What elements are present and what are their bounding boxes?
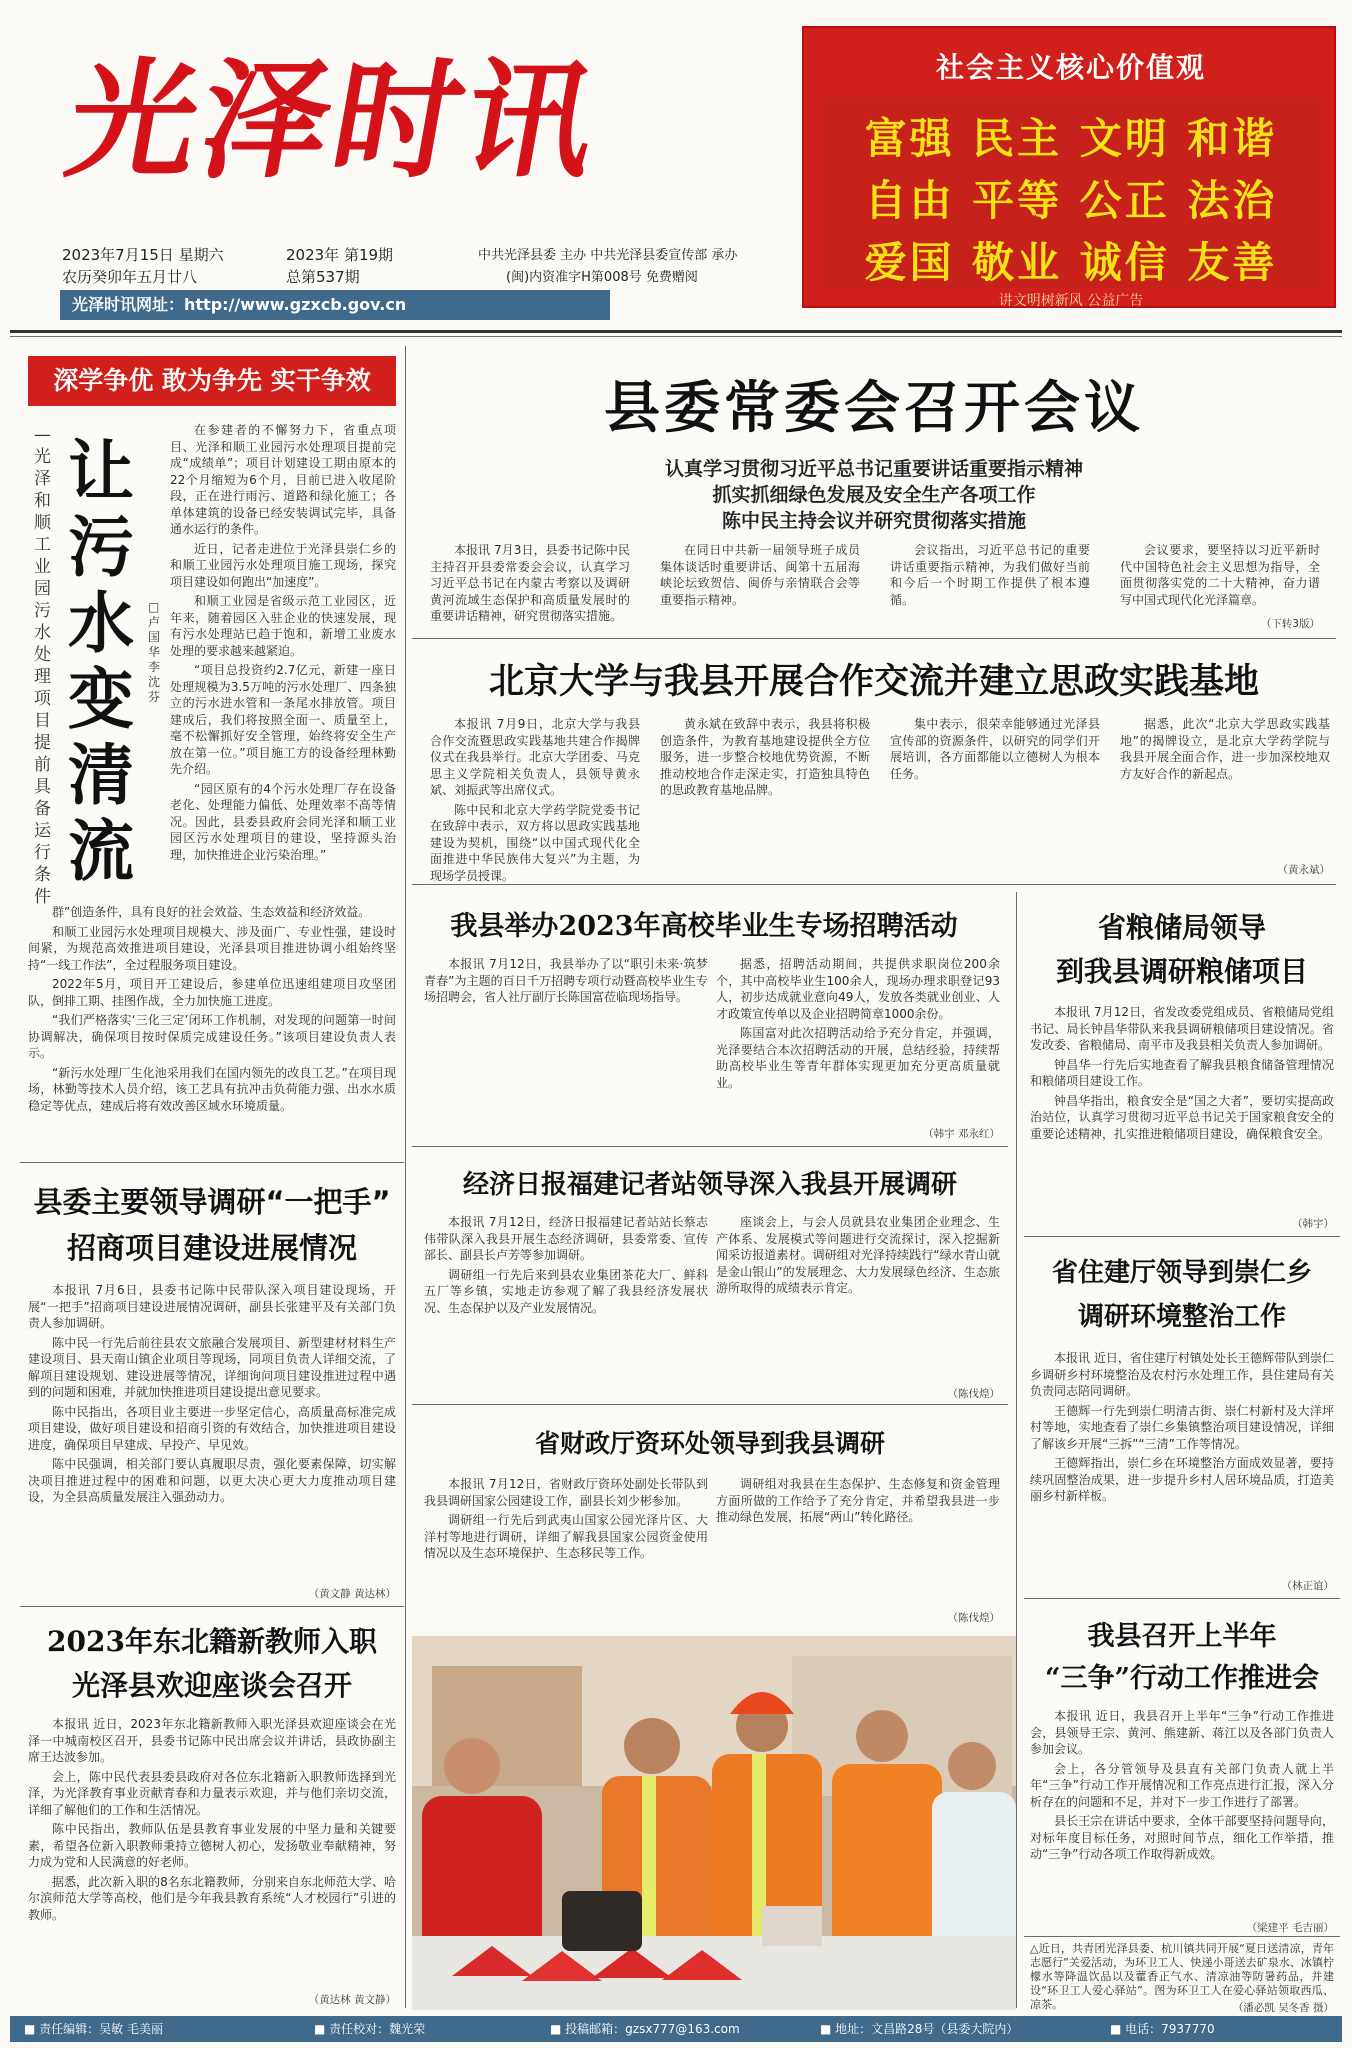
grain-story-headline[interactable]: 省粮储局领导 [1097, 911, 1266, 944]
permit-line: (闽)内资准字H第008号 免费赠阅 [506, 270, 698, 285]
paragraph: 陈国富对此次招聘活动给予充分肯定，并强调，光泽要结合本次招聘活动的开展，总结经验，持续帮助高校毕业生等青年群体实现更加充分更高质量就业。 [716, 1026, 1000, 1090]
invest-story-byline: （黄文静 黄达林） [308, 1588, 396, 1600]
lead-subhead: 抓实抓细绿色发展及安全生产各项工作 [712, 484, 1036, 506]
housing-story-body [1030, 1350, 1334, 1576]
paragraph: 据悉，招聘活动期间，共提供求职岗位200余个，其中高校毕业生100余人，现场办理求职登记93人，初步达成就业意向49人，发放各类就业创业、人才政策宣传单以及企业招聘简章1000余份。 [716, 957, 1000, 1021]
paragraph: 钟昌华一行先后实地查看了解我县粮食储备管理情况和粮储项目建设工作。 [1030, 1057, 1334, 1088]
sanzheng-story-headline[interactable]: 我县召开上半年 [1087, 1621, 1277, 1652]
lead-subhead: 认真学习贯彻习近平总书记重要讲话重要指示精神 [664, 458, 1083, 480]
paragraph: 和顺工业园污水处理项目规模大、涉及面广、专业性强，建设时间紧，为规范高效推进项目建设，光泽县项目推进协调小组始终坚持“一线工作法”，全过程服务项目建设。 [28, 924, 396, 972]
divider [1024, 1936, 1340, 1937]
divider [1024, 1236, 1340, 1237]
paragraph: 陈中民强调，相关部门要认真履职尽责，强化要素保障，切实解决项目推进过程中的困难和问题，以更大决心更大力度推动项目建设，为全县高质量发展注入强劲动力。 [28, 1457, 396, 1504]
paragraph: 陈中民指出，各项目业主要进一步坚定信心，高质量高标准完成项目建设，做好项目建设和招商引资的有效结合，加快推进项目建设进度，确保项目早建成、早投产、早见效。 [28, 1404, 396, 1452]
paragraph: 本报讯 7月12日，省发改委党组成员、省粮储局党组书记、局长钟昌华带队来我县调研粮储项目建设情况。省发改委、省粮储局、南平市及我县相关负责人参加调研。 [1030, 1005, 1334, 1052]
paragraph: 2022年5月，项目开工建设后，参建单位迅速组建项目攻坚团队，倒排工期、挂图作战，全力加快施工进度。 [28, 977, 396, 1008]
column-separator [1016, 892, 1017, 2008]
paragraph: 本报讯 7月12日，我县举办了以“职引未来·筑梦青春”为主题的百日千万招聘专项行动暨高校毕业生专场招聘会，省人社厅副厅长陈国富莅临现场指导。 [424, 957, 708, 1004]
lead-headline[interactable]: 县委常委会召开会议 [604, 376, 1144, 441]
core-values-row: 富强 民主 文明 和谐 [864, 114, 1278, 163]
invest-story-headline[interactable]: 县委主要领导调研“一把手” [33, 1185, 391, 1219]
paragraph: 王德辉指出，崇仁乡在环境整治方面成效显著，要持续巩固整治成果，进一步提升乡村人居环境品质，打造美丽乡村新样板。 [1030, 1456, 1334, 1503]
jobs-story-byline: （韩宇 邓永红） [923, 1128, 1000, 1140]
invest-story-body [28, 1282, 396, 1582]
housing-story-byline: （林正谊） [1281, 1580, 1334, 1592]
lunar-date: 农历癸卯年五月廿八 [62, 268, 198, 286]
paragraph: 王德辉一行先到崇仁明清古街、崇仁村新村及大洋坪村等地，实地查看了崇仁乡集镇整治项目建设情况，详细了解该乡开展“三拆”“三清”工作等情况。 [1030, 1403, 1334, 1451]
pku-body-col [660, 716, 870, 876]
paragraph: 本报讯 7月6日，县委书记陈中民带队深入项目建设现场，开展“一把手”招商项目建设进展情况调研，副县长张建平及有关部门负责人参加调研。 [28, 1283, 396, 1330]
year-issue-number: 2023年 第19期 [286, 246, 394, 264]
divider [20, 1162, 404, 1163]
left-story-headline[interactable]: 让污水变清流 [68, 433, 134, 890]
paragraph: 调研组一行先后来到县农业集团茶花大厂、鲜科五厂等乡镇，实地走访参观了解了我县经济发展状况、生态保护以及产业发展情况。 [424, 1267, 708, 1315]
teachers-story-byline: （黄达林 黄文静） [308, 1994, 396, 2006]
sanzheng-story-headline-line2[interactable]: “三争”行动工作推进会 [1044, 1663, 1320, 1694]
core-values-panel [822, 98, 1320, 288]
paragraph: 本报讯 近日，2023年东北籍新教师入职光泽县欢迎座谈会在光泽一中城南校区召开，县委书记陈中民出席会议并讲话，县政协副主席王达波参加。 [28, 1717, 396, 1764]
footer-bar [10, 2016, 1342, 2042]
paragraph: “我们严格落实‘三化三定’闭环工作机制，对发现的问题第一时间协调解决，确保项目按时保质完成建设任务。”该项目建设负责人表示。 [28, 1013, 396, 1060]
pku-body-col [1120, 716, 1330, 856]
paragraph: 群”创造条件，具有良好的社会效益、生态效益和经济效益。 [52, 905, 371, 919]
column-separator [405, 346, 406, 2008]
finance-body-col [716, 1476, 1000, 1606]
total-issue-number: 总第537期 [286, 268, 360, 286]
paragraph: 本报讯 7月9日，北京大学与我县合作交流暨思政实践基地共建合作揭牌仪式在我县举行。北京大学团委、马克思主义学院相关负责人，县领导黄永斌、刘振武等出席仪式。 [430, 717, 640, 797]
paragraph: 钟昌华指出，粮食安全是“国之大者”，要切实提高政治站位，认真学习贯彻习近平总书记关于国家粮食安全的重要论述精神，扎实推进粮储项目建设，确保粮食安全。 [1030, 1093, 1334, 1141]
grain-story-headline-line2[interactable]: 到我县调研粮储项目 [1055, 955, 1308, 988]
sponsor-line: 中共光泽县委 主办 中共光泽县委宣传部 承办 [478, 248, 738, 263]
divider [412, 638, 1336, 639]
core-values-ad [802, 26, 1336, 308]
housing-story-headline[interactable]: 省住建厅领导到崇仁乡 [1051, 1258, 1312, 1288]
paragraph: “新污水处理厂生化池采用我们在国内领先的改良工艺。”在项目现场，林勤等技术人员介绍，该工艺具有抗冲击负荷能力强、出水水质稳定等优点，建成后将有效改善区域水环境质量。 [28, 1065, 396, 1113]
paragraph: 县长王宗在讲话中要求，全体干部要坚持问题导向，对标年度目标任务，对照时间节点，细化工作举措，推动“三争”行动各项工作取得新成效。 [1030, 1814, 1334, 1861]
paragraph: 据悉，此次“北京大学思政实践基地”的揭牌设立，是北京大学药学院与我县开展全面合作，进一步加深校地双方友好合作的新起点。 [1120, 717, 1330, 781]
core-values-title: 社会主义核心价值观 [935, 51, 1206, 84]
finance-story-byline: （陈伐煌） [947, 1612, 1000, 1624]
masthead-divider [10, 330, 1342, 333]
issue-date: 2023年7月15日 星期六 [62, 246, 224, 264]
core-values-row: 自由 平等 公正 法治 [864, 176, 1278, 225]
paragraph: 在同日中共新一届领导班子成员集体谈话时重要讲话、闽第十五届海峡论坛致贺信、闽侨与亲情联合会等重要指示精神。 [660, 543, 860, 607]
lead-body-col [660, 542, 860, 628]
left-story-byline: □卢国华 李沈芬 [148, 600, 161, 704]
core-values-row: 爱国 敬业 诚信 友善 [864, 238, 1278, 287]
paragraph: 近日，记者走进位于光泽县崇仁乡的和顺工业园污水处理项目施工现场，探究项目建设如何跑出“加速度”。 [170, 541, 396, 589]
paragraph: 在参建者的不懈努力下，省重点项目、光泽和顺工业园污水处理项目提前完成“成绩单”；项目计划建设工期由原本的22个月缩短为6个月，目前已进入收尾阶段，正在进行雨污、道路和绿化施工；各单体建筑的设备已经安装调试完毕，具备通水运行的条件。 [170, 423, 396, 536]
newspaper-logo: 光泽时讯 [56, 46, 612, 196]
paragraph: 会上，陈中民代表县委县政府对各位东北籍新入职教师选择到光泽，为光泽教育事业贡献青春和力量表示欢迎，并与他们亲切交流，详细了解他们的工作和生活情况。 [28, 1769, 396, 1817]
footer-address: ■ 地址：文昌路28号（县委大院内） [820, 2022, 1019, 2036]
lead-subhead: 陈中民主持会议并研究贯彻落实措施 [721, 510, 1026, 532]
divider [412, 1404, 1008, 1405]
campaign-ribbon: 深学争优 敢为争先 实干争效 [28, 356, 396, 406]
website-bar[interactable]: 光泽时讯网址：http://www.gzxcb.gov.cn [60, 290, 610, 320]
grain-story-body-text [1030, 1004, 1334, 1214]
paragraph: 会议指出，习近平总书记的重要讲话重要指示精神，为我们做好当前和今后一个时期工作提供了根本遵循。 [890, 543, 1090, 607]
lead-byline: （下转3版） [1260, 618, 1320, 630]
teachers-story-body [28, 1716, 396, 1988]
divider [412, 1146, 1008, 1147]
housing-story-headline-line2[interactable]: 调研环境整治工作 [1077, 1302, 1286, 1332]
paragraph: 调研组对我县在生态保护、生态修复和资金管理方面所做的工作给予了充分肯定，并希望我县进一步推动绿色发展，拓展“两山”转化路径。 [716, 1477, 1000, 1524]
finance-body-col [424, 1476, 708, 1626]
paragraph: 本报讯 7月3日，县委书记陈中民主持召开县委常委会会议，认真学习习近平总书记在内蒙古考察以及调研黄河流域生态保护和高质量发展时的重要讲话精神，研究贯彻落实措施。 [430, 543, 630, 623]
paragraph: 本报讯 7月12日，经济日报福建记者站站长蔡志伟带队深入我县开展生态经济调研，县委常委、宣传部长、副县长卢芳等参加调研。 [424, 1215, 708, 1262]
lead-body-col [430, 542, 630, 628]
paragraph: “项目总投资约2.7亿元，新建一座日处理规模为3.5万吨的污水处理厂、四条独立的污水进水管和一条尾水排放管。项目建成后，我们将按照全面一、质量至上，毫不松懈抓好安全管理，始终将安全生产放在第一位。”项目施工方的设备经理林勤先介绍。 [170, 663, 396, 776]
paragraph: 本报讯 近日，我县召开上半年“三争”行动工作推进会，县领导王宗、黄河、熊建新、蒋江以及各部门负责人参加会议。 [1030, 1709, 1334, 1756]
footer-phone: ■ 电话：7937770 [1110, 2022, 1215, 2036]
divider [20, 1606, 404, 1607]
paragraph: 陈中民指出，教师队伍是县教育事业发展的中坚力量和关键要素，希望各位新入职教师秉持立德树人初心，发扬敬业奉献精神，努力成为党和人民满意的好老师。 [28, 1822, 396, 1869]
lead-body-col [1120, 542, 1320, 614]
paragraph: 座谈会上，与会人员就县农业集团企业理念、生产体系、发展模式等问题进行交流探讨，深入挖掘新闻采访报道素材。调研组对光泽持续践行“绿水青山就是金山银山”的发展理念、大力发展绿色经济、生态旅游所取得的成绩表示肯定。 [716, 1215, 1000, 1295]
reporter-story-byline: （陈伐煌） [947, 1388, 1000, 1400]
lead-body-col [890, 542, 1090, 628]
jobs-story-headline[interactable]: 我县举办2023年高校毕业生专场招聘活动 [450, 911, 958, 942]
left-story-body-bottom [28, 904, 396, 1150]
paragraph: 本报讯 近日，省住建厅村镇处处长王德辉带队到崇仁乡调研乡村环境整治及农村污水处理工作，县住建局有关负责同志陪同调研。 [1030, 1351, 1334, 1398]
reporter-body-col [424, 1214, 708, 1400]
left-story-subtitle: —光泽和顺工业园污水处理项目提前具备运行条件 [34, 425, 51, 907]
reporter-story-headline[interactable]: 经济日报福建记者站领导深入我县开展调研 [462, 1170, 957, 1200]
core-values-footer: 讲文明树新风 公益广告 [998, 293, 1144, 309]
jobs-body-col [424, 956, 708, 1140]
paragraph: 本报讯 7月12日，省财政厅资环处副处长带队到我县调研国家公园建设工作，副县长刘少彬参加。 [424, 1477, 708, 1508]
volunteer-photo-illustration [412, 1636, 1016, 2010]
sanzheng-story-byline: （梁建平 毛吉丽） [1246, 1922, 1334, 1934]
invest-story-headline-line2[interactable]: 招商项目建设进展情况 [66, 1231, 357, 1265]
finance-story-headline[interactable]: 省财政厅资环处领导到我县调研 [534, 1429, 885, 1458]
reporter-body-col [716, 1214, 1000, 1384]
paragraph: “园区原有的4个污水处理厂存在设备老化、处理能力偏低、处理效率不高等情况。因此，县委县政府会同光泽和顺工业园区污水处理项目的建设，坚持源头治理，加快推进企业污染治理。” [170, 781, 396, 862]
divider [1024, 1598, 1340, 1599]
photo-caption-byline: （潘必凯 吴冬香 摄） [1232, 2002, 1334, 2014]
photo-caption-text: △近日，共青团光泽县委、杭川镇共同开展“夏日送清凉，青年志愿行”关爱活动，为环卫工人、快递小哥送去矿泉水、冰镇柠檬水等降温饮品以及藿香正气水、清凉油等防暑药品，并建设“环卫工人爱心驿站”。图为环卫工人在爱心驿站领取西瓜、凉茶。 [1030, 1942, 1334, 2011]
paragraph: 调研组一行先后到武夷山国家公园光泽片区、大洋村等地进行调研，详细了解我县国家公园资金使用情况以及生态环境保护、生态移民等工作。 [424, 1513, 708, 1560]
paragraph: 和顺工业园是省级示范工业园区，近年来，随着园区入驻企业的快速发展，现有污水处理站已趋于饱和，新增工业废水处理的要求越来越紧迫。 [170, 594, 396, 658]
jobs-body-col [716, 956, 1000, 1126]
paragraph: 集中表示，很荣幸能够通过光泽县宣传部的资源条件，以研究的同学们开展培训，各方面都能以立德树人为根本任务。 [890, 717, 1100, 781]
divider [412, 884, 1336, 885]
sanzheng-story-body [1030, 1708, 1334, 1918]
masthead-divider-thin [10, 336, 1342, 337]
pku-story-byline: （黄永斌） [1277, 864, 1330, 876]
volunteer-photo [412, 1636, 1016, 2010]
teachers-story-headline-line2[interactable]: 光泽县欢迎座谈会召开 [71, 1669, 352, 1702]
pku-story-headline[interactable]: 北京大学与我县开展合作交流并建立思政实践基地 [488, 662, 1259, 702]
left-story-body-top [170, 422, 396, 904]
paragraph: 会上，各分管领导及县直有关部门负责人就上半年“三争”行动工作开展情况和工作亮点进行汇报，深入分析存在的问题和不足，并对下一步工作进行了部署。 [1030, 1761, 1334, 1809]
footer-editor: ■ 责任编辑：吴敏 毛美丽 [24, 2022, 163, 2036]
pku-body-col [430, 716, 640, 883]
pku-body-col [890, 716, 1100, 876]
footer-proofreader: ■ 责任校对：魏光荣 [314, 2022, 426, 2036]
paragraph: 会议要求，要坚持以习近平新时代中国特色社会主义思想为指导，全面贯彻落实党的二十大精神，奋力谱写中国式现代化光泽篇章。 [1120, 543, 1320, 607]
paragraph: 陈中民和北京大学药学院党委书记在致辞中表示，双方将以思政实践基地建设为契机，围绕“以中国式现代化全面推进中华民族伟大复兴”为主题，为现场学员授课。 [430, 802, 640, 883]
footer-email[interactable]: ■ 投稿邮箱：gzsx777@163.com [550, 2022, 740, 2036]
paragraph: 黄永斌在致辞中表示，我县将积极创造条件，为教育基地建设提供全方位服务，进一步整合校地优势资源，不断推动校地合作走深走实，打造独具特色的思政教育基地品牌。 [660, 717, 870, 797]
paragraph: 据悉，此次新入职的8名东北籍教师，分别来自东北师范大学、哈尔滨师范大学等高校，他们是今年我县教育系统“人才校园行”引进的教师。 [28, 1874, 396, 1922]
paragraph: 陈中民一行先后前往县农文旅融合发展项目、新型建材材料生产建设项目、县天南山镇企业项目等现场，同项目负责人详细交流，了解项目建设规划、建设进展等情况，详细询问项目建设推进过程中遇到的问题和困难，并就加快推进项目建设提出意见要求。 [28, 1335, 396, 1399]
teachers-story-headline[interactable]: 2023年东北籍新教师入职 [47, 1625, 377, 1658]
grain-story-byline: （韩宇） [1292, 1218, 1334, 1230]
